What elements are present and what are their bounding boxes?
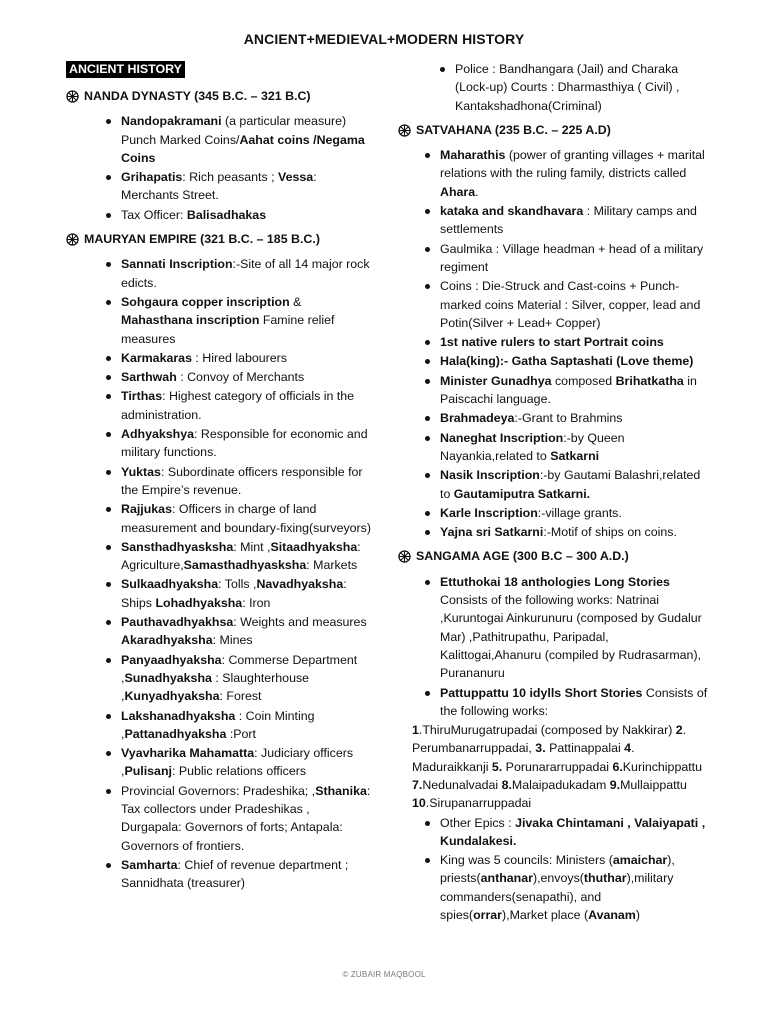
bold-term: Navadhyaksha <box>256 577 344 592</box>
text-run: Consists of the following works: <box>440 685 708 718</box>
bold-term: Pattuppattu 10 idylls Short Stories <box>440 685 643 700</box>
bold-term: anthanar <box>480 871 533 886</box>
heading-text: MAURYAN EMPIRE (321 B.C. – 185 B.C.) <box>84 232 320 247</box>
bold-term: Yuktas <box>121 464 161 479</box>
footer-copyright: © ZUBAIR MAQBOOL <box>342 970 426 979</box>
text-run: .ThiruMurugatrupadai (composed by Nakkirar) <box>418 723 676 738</box>
section-label: ANCIENT HISTORY <box>66 61 185 78</box>
list-item <box>425 523 708 541</box>
bold-term: 4 <box>624 741 632 756</box>
list-item <box>425 409 708 427</box>
heading-satvahana <box>398 121 708 139</box>
text-run: : Responsible for economic and military functions. <box>121 427 368 460</box>
text-run: . <box>475 184 479 199</box>
text-run: : Officers in charge of land measurement and boundary-fixing(surveyors) <box>121 502 371 535</box>
list-nanda <box>66 112 372 224</box>
bold-term: 5. <box>491 759 503 774</box>
text-run: . Perumbanarruppadai, <box>412 723 687 756</box>
text-run: :-Site of all 14 major rock edicts. <box>121 257 370 290</box>
list-sangama <box>398 573 708 925</box>
text-run: : Highest category of officials in the administration. <box>121 389 355 422</box>
bold-term: Minister Gunadhya <box>440 373 552 388</box>
text-run: : Iron <box>242 595 271 610</box>
list-item <box>425 504 708 522</box>
text-run: Nedunalvadai <box>422 777 502 792</box>
bold-term: Panyaadhyaksha <box>121 652 222 667</box>
bold-term: Grihapatis <box>121 170 183 185</box>
text-run: : Mines <box>212 633 253 648</box>
list-item <box>425 573 708 683</box>
list-item <box>106 651 372 706</box>
bold-term: Tirthas <box>121 389 163 404</box>
bold-term: Sitaadhyaksha <box>270 539 358 554</box>
text-run: Tax Officer: <box>121 207 187 222</box>
bold-term: Vyavharika Mahamatta <box>121 746 255 761</box>
dharma-wheel-icon <box>66 233 79 246</box>
bold-term: Sthanika <box>315 783 367 798</box>
bold-term: Pattanadhyaksha <box>124 726 227 741</box>
text-run: ),Market place ( <box>502 908 589 923</box>
list-item <box>425 851 708 924</box>
list-item <box>106 206 372 224</box>
text-run: (a particular measure) Punch Marked Coins/ <box>121 114 347 147</box>
bold-term: 9. <box>609 777 621 792</box>
bold-term: Samharta <box>121 857 178 872</box>
text-run: : Markets <box>306 558 358 573</box>
text-run: : Tolls , <box>218 577 257 592</box>
text-run: : Public relations officers <box>171 764 307 779</box>
text-run: in Paiscachi language. <box>440 373 697 407</box>
text-run: Consists of the following works: Natrinai ,Kuruntogai Ainkurunuru (composed by Gudalur Mar) ,Pathitrupathu, Paripadal, Kalittogai,Ahanuru (compiled by Rudrasarman), Purananuru <box>440 593 702 681</box>
list-item <box>106 856 372 893</box>
bold-term: 1 <box>412 723 419 738</box>
bold-term: Sannati Inscription <box>121 257 233 272</box>
dharma-wheel-icon <box>398 550 411 563</box>
list-item <box>106 575 372 612</box>
text-run: Famine relief measures <box>121 313 335 346</box>
text-run: :-Grant to Brahmins <box>514 411 623 426</box>
list-item <box>106 500 372 537</box>
list-item <box>412 721 708 812</box>
list-item <box>425 352 708 370</box>
bold-term: Mahasthana inscription <box>121 313 260 328</box>
bold-term: Sunadhyaksha <box>124 670 212 685</box>
bold-term: Hala(king):- Gatha Saptashati (Love theme) <box>440 354 694 369</box>
text-run: Kurinchippattu <box>622 759 703 774</box>
list-item <box>106 168 372 205</box>
text-run: : Weights and measures <box>233 615 367 630</box>
list-item <box>106 368 372 386</box>
bold-term: Nasik Inscription <box>440 468 540 483</box>
list-item <box>425 684 708 721</box>
list-item <box>440 60 708 115</box>
list-item <box>425 466 708 503</box>
bold-term: Kunyadhyaksha <box>124 689 220 704</box>
bold-term: 3. <box>535 741 546 756</box>
list-item <box>425 333 708 351</box>
bold-term: Satkarni <box>550 448 600 463</box>
heading-text: SANGAMA AGE (300 B.C – 300 A.D.) <box>416 549 629 564</box>
text-run: composed <box>551 373 616 388</box>
page-title: ANCIENT+MEDIEVAL+MODERN HISTORY <box>243 31 525 47</box>
bold-term: 1st native rulers to start Portrait coins <box>440 335 664 350</box>
bold-term: Pulisanj <box>124 764 172 779</box>
bold-term: Karmakaras <box>121 350 192 365</box>
text-run: :Port <box>226 726 256 741</box>
list-item <box>106 538 372 575</box>
text-run: : Rich peasants ; <box>182 170 279 185</box>
text-run: :-village grants. <box>537 505 622 520</box>
text-run: Malaipadukadam <box>511 777 610 792</box>
bold-term: Vessa <box>278 170 314 185</box>
text-run: : Agriculture, <box>121 539 361 573</box>
bold-term: Balisadhakas <box>186 207 267 222</box>
bold-term: Samasthadhyasksha <box>183 558 307 573</box>
list-item <box>106 387 372 424</box>
bold-term: Sulkaadhyaksha <box>121 577 219 592</box>
bold-term: Rajjukas <box>121 502 172 517</box>
list-item <box>106 707 372 744</box>
bold-term: Lakshanadhyaksha <box>121 708 236 723</box>
text-run: Gaulmika : Village headman + head of a military regiment <box>440 241 704 274</box>
text-run: Porunararruppadai <box>502 759 613 774</box>
text-run: Provincial Governors: Pradeshika; , <box>121 783 316 798</box>
list-item <box>106 255 372 292</box>
list-item <box>106 349 372 367</box>
text-run: Mullaippattu <box>620 777 687 792</box>
list-item <box>425 240 708 277</box>
bold-term: Gautamiputra Satkarni. <box>453 486 591 501</box>
list-item <box>106 425 372 462</box>
text-run: & <box>289 294 302 309</box>
text-run: ),envoys( <box>532 871 584 886</box>
bold-term: Sansthadhyasksha <box>121 539 234 554</box>
bold-term: 6. <box>612 759 623 774</box>
bold-term: 7. <box>412 777 423 792</box>
list-satvahana <box>398 146 708 541</box>
text-run: Police : Bandhangara (Jail) and Charaka (Lock-up) Courts : Dharmasthiya ( Civil) , Kantakshadhona(Criminal) <box>455 62 680 113</box>
text-run: Coins : Die-Struck and Cast-coins + Punch-marked coins Material : Silver, copper, lead and Potin(Silver + Lead+ Copper) <box>440 279 701 330</box>
bold-term: Pauthavadhyakhsa <box>121 615 234 630</box>
heading-sangama <box>398 547 708 565</box>
text-run: :-Motif of ships on coins. <box>543 525 677 540</box>
text-run: : Chief of revenue department ; Sannidhata (treasurer) <box>121 857 349 891</box>
heading-nanda <box>66 87 372 105</box>
bold-term: thuthar <box>583 871 627 886</box>
list-police <box>398 60 708 115</box>
bold-term: Brahmadeya <box>440 411 515 426</box>
bold-term: Adhyakshya <box>121 427 195 442</box>
bold-term: amaichar <box>612 853 668 868</box>
list-mauryan <box>66 255 372 892</box>
text-run: ),military commanders(senapathi), and spies( <box>440 871 674 923</box>
list-item <box>425 146 708 201</box>
bold-term: Karle Inscription <box>440 505 538 520</box>
bold-term: Yajna sri Satkarni <box>440 525 544 540</box>
text-run: : Convoy of Merchants <box>176 370 305 385</box>
bold-term: orrar <box>473 908 502 923</box>
text-run: :-by Queen Nayankia,related to <box>440 430 625 463</box>
bold-term: Naneghat Inscription <box>440 430 564 445</box>
text-run: : Subordinate officers responsible for the Empire’s revenue. <box>121 464 363 497</box>
list-item <box>425 814 708 851</box>
bold-term: Jivaka Chintamani , Valaiyapati , Kundalakesi. <box>440 815 706 848</box>
list-item <box>425 202 708 239</box>
bold-term: kataka and skandhavara <box>440 204 584 219</box>
list-item <box>425 372 708 409</box>
dharma-wheel-icon <box>66 90 79 103</box>
bold-term: 2 <box>675 723 683 738</box>
text-run: : Slaughterhouse , <box>121 670 310 704</box>
list-item <box>106 744 372 781</box>
text-run: : Judiciary officers , <box>121 746 354 779</box>
left-column <box>66 60 372 898</box>
text-run: King was 5 councils: Ministers ( <box>440 853 613 868</box>
bold-term: Avanam <box>588 908 636 923</box>
bold-term: Ahara <box>440 184 476 199</box>
bold-term: 10 <box>412 796 426 811</box>
text-run: ), priests( <box>440 853 675 886</box>
text-run: : Merchants Street. <box>121 170 317 203</box>
text-run: ) <box>635 908 640 923</box>
text-run: : Commerse Department , <box>121 652 358 685</box>
text-run: : Ships <box>121 577 347 610</box>
list-item <box>425 429 708 466</box>
text-run: (power of granting villages + marital relations with the ruling family, districts called <box>440 148 705 181</box>
heading-text: NANDA DYNASTY (345 B.C. – 321 B.C) <box>84 89 311 103</box>
heading-text: SATVAHANA (235 B.C. – 225 A.D) <box>416 122 611 137</box>
text-run: :-by Gautami Balashri,related to <box>440 468 701 501</box>
text-run: : Coin Minting , <box>121 708 315 741</box>
bold-term: Ettuthokai 18 anthologies Long Stories <box>440 574 670 589</box>
text-run: : Forest <box>219 689 262 704</box>
bold-term: Aahat coins /Negama Coins <box>121 132 365 165</box>
heading-mauryan <box>66 230 372 248</box>
bold-term: Sarthwah <box>121 370 177 385</box>
list-item <box>106 613 372 650</box>
bold-term: Lohadhyaksha <box>155 595 243 610</box>
bold-term: Akaradhyaksha <box>121 633 213 648</box>
text-run: : Mint , <box>233 539 271 554</box>
right-column <box>398 60 708 930</box>
text-run: : Tax collectors under Pradeshikas , Durgapala: Governors of forts; Antapala: Governors of frontiers. <box>121 783 371 853</box>
text-run: : Hired labourers <box>191 350 288 365</box>
bold-term: Sohgaura copper inscription <box>121 294 290 309</box>
text-run: . Maduraikkanji <box>412 741 635 774</box>
list-item <box>106 782 372 855</box>
text-run: Pattinappalai <box>545 741 625 756</box>
text-run: : Military camps and settlements <box>440 204 697 237</box>
dharma-wheel-icon <box>398 124 411 137</box>
list-item <box>106 463 372 500</box>
list-item <box>106 293 372 348</box>
bold-term: Brihatkatha <box>615 373 684 388</box>
bold-term: Nandopakramani <box>121 114 222 129</box>
bold-term: Maharathis <box>440 148 506 163</box>
list-item <box>106 112 372 167</box>
list-item <box>425 277 708 332</box>
text-run: .Sirupanarruppadai <box>425 796 532 811</box>
bold-term: 8. <box>501 777 512 792</box>
text-run: Other Epics : <box>440 815 516 830</box>
